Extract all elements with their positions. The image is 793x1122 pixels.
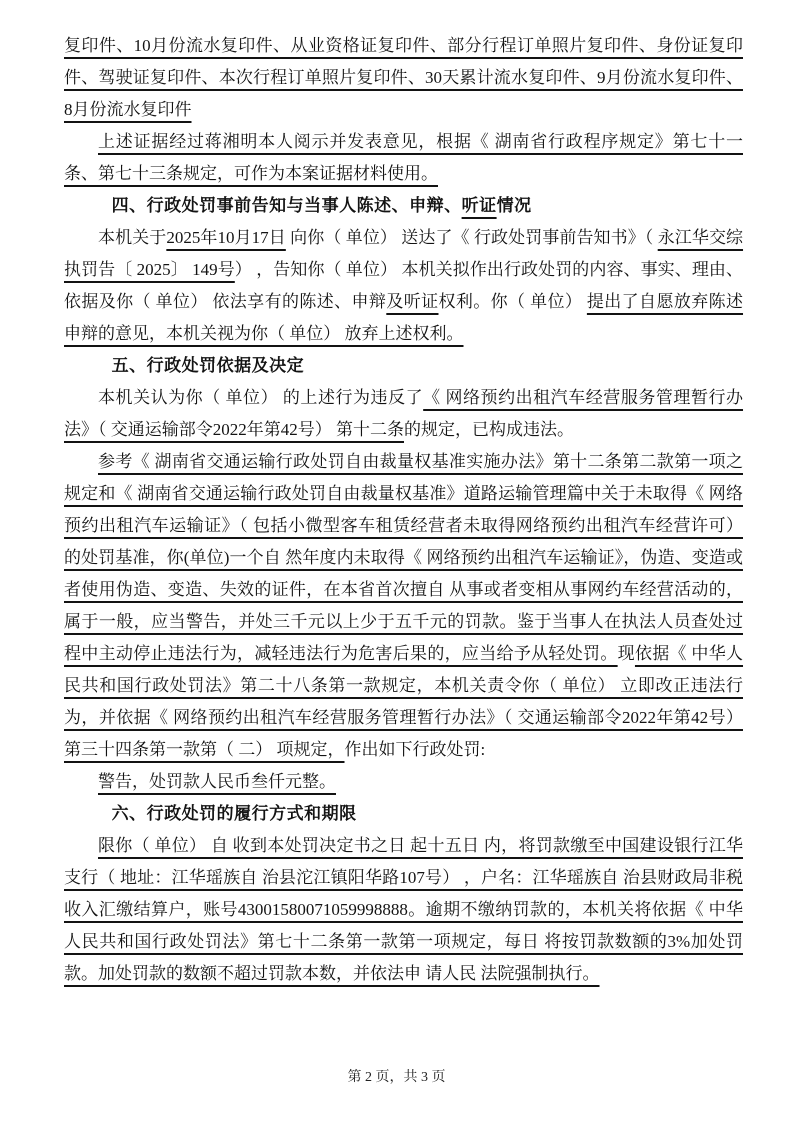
evidence-list-continuation — [64, 30, 743, 126]
filled-in-text: 永江华交综执罚告〔 2025〕 149号 — [64, 228, 744, 279]
section-6-heading — [64, 798, 743, 830]
filled-in-text: 《 网络预约出租汽车经营服务管理暂行办法》（ 交通运输部令2022年第42号） 第十二条 — [64, 388, 744, 439]
template-text: 作出如下行政处罚: — [344, 740, 486, 759]
filled-in-text: 限你（ 单位） 自 收到本处罚决定书之日 起十五日 内，将罚款缴至中国建设银行江华支行（ 地址：江华瑶族自 治县沱江镇阳华路107号） ，户名：江华瑶族自 治县财政局非税收入汇缴结算户，账号43001580071059998888。逾期不缴纳罚款的，本机关将依据《 中华人民共和国行政处罚法》第七十二条第一款第一项规定，每日 将按罚款数额的3%加处罚款。加处罚款的数额不超过罚款本数，并依法申 请人民 法院强制执行。 — [64, 836, 743, 983]
section-5-discretion-paragraph — [64, 446, 743, 766]
section-5-heading — [64, 350, 743, 382]
filled-in-text: 依据《 中华人民共和国行政处罚法》第二十八条第一款规定，本机关责令你（ 单位） 立即改正违法行为，并依据《 网络预约出租汽车经营服务管理暂行办法》（ 交通运输部令2022年第42号） 第三十四条第一款第（ 二） 项规定， — [64, 644, 744, 759]
template-text: 本机关于 — [98, 228, 167, 247]
filled-in-text: 提出了自愿放弃陈述申辩的意见，本机关视为你（ 单位） 放弃上述权利。 — [64, 292, 744, 343]
filled-in-text: 警告，处罚款人民币叁仟元整。 — [98, 772, 336, 791]
template-text: 权利。你（ 单位） — [438, 292, 587, 311]
template-text: 向你（ 单位） 送达了《 行政处罚事前告知书》（ — [285, 228, 658, 247]
filled-in-text: 复印件、10月份流水复印件、从业资格证复印件、部分行程订单照片复印件、身份证复印件、驾驶证复印件、本次行程订单照片复印件、30天累计流水复印件、9月份流水复印件、8月份流水复印件 — [64, 36, 743, 119]
template-text: ） ，告知你（ 单位） 本机关拟作出行政处罚的内容、事实、理由、依据及你（ 单位） 依法享有的陈述、申辩 — [64, 260, 744, 311]
template-text: 五、行政处罚依据及决定 — [111, 356, 305, 375]
template-text: 本机关认为你（ 单位） 的上述行为违反了 — [98, 388, 424, 407]
filled-in-text: 听证 — [461, 196, 497, 215]
template-text: 六、行政处罚的履行方式和期限 — [111, 804, 357, 823]
section-4-heading — [64, 190, 743, 222]
penalty-decision-line — [64, 766, 743, 798]
filled-in-text: 参考《 湖南省交通运输行政处罚自由裁量权基准实施办法》第十二条第二款第一项之规定和《 湖南省交通运输行政处罚自由裁量权基准》道路运输管理篇中关于未取得《 网络预约出租汽车运输证》（ 包括小微型客车租赁经营者未取得网络预约出租汽车经营许可） 的处罚基准，你(单位)一个自 然年度内未取得《 网络预约出租汽车运输证》，伪造、变造或者使用伪造、变造、失效的证件，在本省首次擅自 从事或者变相从事网约车经营活动的，属于一般，应当警告，并处三千元以上少于五千元的罚款。鉴于当事人在执法人员查处过程中主动停止违法行为，减轻违法行为危害后果的，应当给予从轻处罚。 — [64, 452, 743, 663]
section-5-violation-paragraph — [64, 382, 743, 446]
template-text: 四、行政处罚事前告知与当事人陈述、申辩、 — [111, 196, 462, 215]
filled-in-text: 上述证据经过蒋湘明本人阅示并发表意见，根据《 湖南省行政程序规定》第七十一条、第七十三条规定，可作为本案证据材料使用。 — [64, 132, 743, 183]
template-text: 现 — [617, 644, 635, 663]
section-4-paragraph — [64, 222, 743, 350]
filled-in-text: 及听证 — [386, 292, 439, 311]
filled-in-text: 2025年10月17日 — [166, 228, 286, 247]
evidence-confirmation-paragraph — [64, 126, 743, 190]
template-text: 的规定，已构成违法。 — [404, 420, 574, 439]
section-6-paragraph — [64, 830, 743, 990]
template-text: 情况 — [496, 196, 532, 215]
page-number-footer: 第 2 页，共 3 页 — [347, 1070, 446, 1085]
